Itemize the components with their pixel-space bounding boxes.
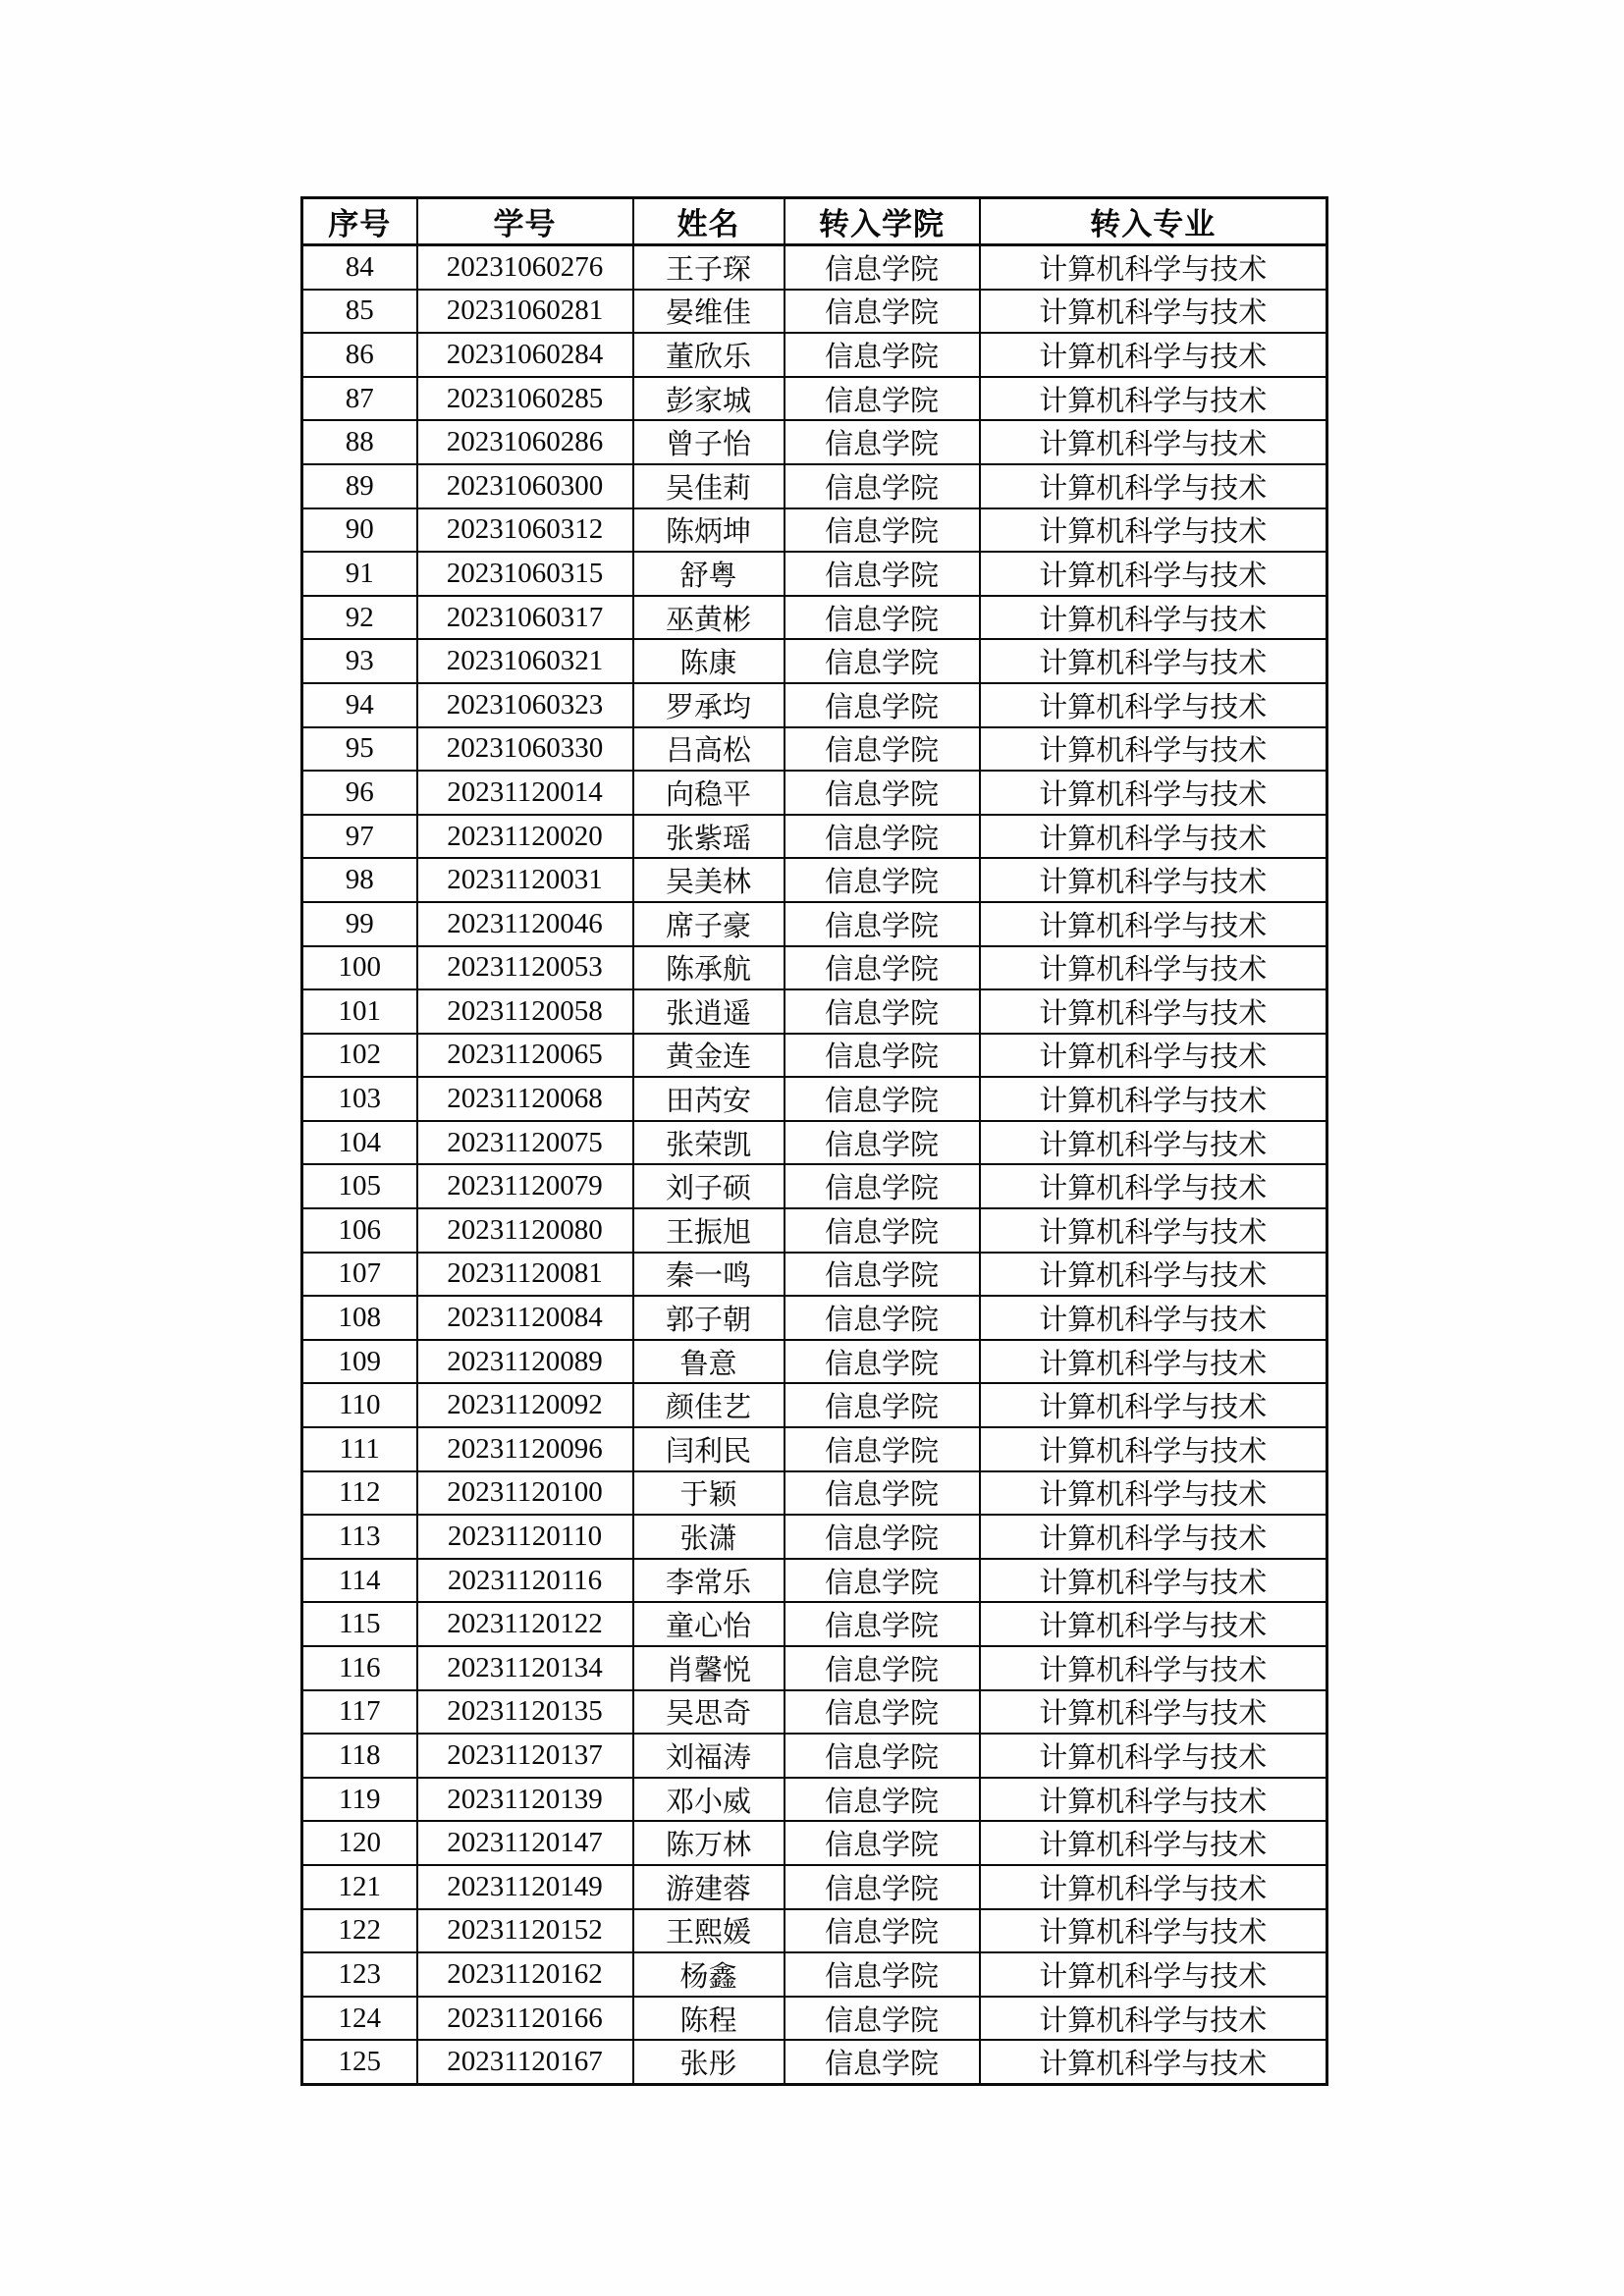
serial-cell: 91 — [302, 552, 417, 596]
serial-cell: 125 — [302, 2040, 417, 2084]
major-cell: 计算机科学与技术 — [980, 815, 1327, 859]
name-cell: 曾子怡 — [633, 420, 785, 464]
college-cell: 信息学院 — [785, 1340, 980, 1384]
student-id-cell: 20231060317 — [417, 596, 633, 640]
major-cell: 计算机科学与技术 — [980, 420, 1327, 464]
name-cell: 田芮安 — [633, 1077, 785, 1121]
major-cell: 计算机科学与技术 — [980, 1471, 1327, 1516]
serial-cell: 108 — [302, 1296, 417, 1340]
name-cell: 吴佳莉 — [633, 464, 785, 508]
college-cell: 信息学院 — [785, 1253, 980, 1297]
major-cell: 计算机科学与技术 — [980, 771, 1327, 815]
serial-cell: 121 — [302, 1865, 417, 1909]
name-cell: 秦一鸣 — [633, 1253, 785, 1297]
college-cell: 信息学院 — [785, 1778, 980, 1822]
table-row — [302, 1121, 1327, 1165]
name-cell: 郭子朝 — [633, 1296, 785, 1340]
table-row — [302, 1997, 1327, 2041]
major-cell: 计算机科学与技术 — [980, 464, 1327, 508]
college-cell: 信息学院 — [785, 596, 980, 640]
table-row — [302, 771, 1327, 815]
student-id-cell: 20231060276 — [417, 245, 633, 290]
table-row — [302, 1034, 1327, 1078]
college-cell: 信息学院 — [785, 1164, 980, 1208]
name-cell: 陈承航 — [633, 946, 785, 990]
college-cell: 信息学院 — [785, 1559, 980, 1603]
student-id-cell: 20231120166 — [417, 1997, 633, 2041]
college-cell: 信息学院 — [785, 1296, 980, 1340]
student-id-cell: 20231120139 — [417, 1778, 633, 1822]
major-cell: 计算机科学与技术 — [980, 639, 1327, 683]
serial-cell: 99 — [302, 902, 417, 946]
header-student-id: 学号 — [417, 198, 633, 245]
serial-cell: 110 — [302, 1383, 417, 1427]
table-header-row — [302, 198, 1327, 245]
table-row — [302, 596, 1327, 640]
name-cell: 吴思奇 — [633, 1690, 785, 1735]
major-cell: 计算机科学与技术 — [980, 1778, 1327, 1822]
student-id-cell: 20231120092 — [417, 1383, 633, 1427]
major-cell: 计算机科学与技术 — [980, 946, 1327, 990]
student-id-cell: 20231120065 — [417, 1034, 633, 1078]
name-cell: 张彤 — [633, 2040, 785, 2084]
serial-cell: 124 — [302, 1997, 417, 2041]
name-cell: 刘福涛 — [633, 1734, 785, 1778]
student-id-cell: 20231120068 — [417, 1077, 633, 1121]
name-cell: 彭家城 — [633, 377, 785, 421]
serial-cell: 93 — [302, 639, 417, 683]
table-row — [302, 946, 1327, 990]
major-cell: 计算机科学与技术 — [980, 245, 1327, 290]
college-cell: 信息学院 — [785, 771, 980, 815]
table-row — [302, 1952, 1327, 1997]
student-id-cell: 20231120110 — [417, 1515, 633, 1559]
student-id-cell: 20231060323 — [417, 683, 633, 727]
college-cell: 信息学院 — [785, 1646, 980, 1690]
major-cell: 计算机科学与技术 — [980, 1383, 1327, 1427]
serial-cell: 95 — [302, 727, 417, 772]
table-row — [302, 727, 1327, 772]
major-cell: 计算机科学与技术 — [980, 1077, 1327, 1121]
student-id-cell: 20231120053 — [417, 946, 633, 990]
table-row — [302, 552, 1327, 596]
table-body — [302, 245, 1327, 2085]
name-cell: 张潇 — [633, 1515, 785, 1559]
major-cell: 计算机科学与技术 — [980, 727, 1327, 772]
college-cell: 信息学院 — [785, 552, 980, 596]
college-cell: 信息学院 — [785, 815, 980, 859]
name-cell: 张逍遥 — [633, 989, 785, 1034]
college-cell: 信息学院 — [785, 1865, 980, 1909]
table-row — [302, 333, 1327, 377]
table-row — [302, 1164, 1327, 1208]
major-cell: 计算机科学与技术 — [980, 552, 1327, 596]
student-id-cell: 20231120089 — [417, 1340, 633, 1384]
name-cell: 杨鑫 — [633, 1952, 785, 1997]
name-cell: 陈炳坤 — [633, 508, 785, 553]
serial-cell: 115 — [302, 1602, 417, 1646]
table-row — [302, 420, 1327, 464]
table-row — [302, 245, 1327, 290]
table-row — [302, 1077, 1327, 1121]
college-cell: 信息学院 — [785, 1997, 980, 2041]
serial-cell: 109 — [302, 1340, 417, 1384]
serial-cell: 89 — [302, 464, 417, 508]
table-row — [302, 683, 1327, 727]
table-row — [302, 858, 1327, 902]
table-row — [302, 464, 1327, 508]
name-cell: 席子豪 — [633, 902, 785, 946]
serial-cell: 112 — [302, 1471, 417, 1516]
header-serial: 序号 — [302, 198, 417, 245]
name-cell: 颜佳艺 — [633, 1383, 785, 1427]
table-row — [302, 989, 1327, 1034]
major-cell: 计算机科学与技术 — [980, 858, 1327, 902]
table-row — [302, 639, 1327, 683]
college-cell: 信息学院 — [785, 727, 980, 772]
student-id-cell: 20231060330 — [417, 727, 633, 772]
name-cell: 陈万林 — [633, 1821, 785, 1865]
major-cell: 计算机科学与技术 — [980, 1646, 1327, 1690]
college-cell: 信息学院 — [785, 1690, 980, 1735]
serial-cell: 107 — [302, 1253, 417, 1297]
student-id-cell: 20231060284 — [417, 333, 633, 377]
serial-cell: 92 — [302, 596, 417, 640]
table-row — [302, 1427, 1327, 1471]
student-id-cell: 20231060285 — [417, 377, 633, 421]
table-row — [302, 1515, 1327, 1559]
name-cell: 刘子硕 — [633, 1164, 785, 1208]
serial-cell: 87 — [302, 377, 417, 421]
student-id-cell: 20231120014 — [417, 771, 633, 815]
serial-cell: 100 — [302, 946, 417, 990]
college-cell: 信息学院 — [785, 420, 980, 464]
student-id-cell: 20231060300 — [417, 464, 633, 508]
header-major: 转入专业 — [980, 198, 1327, 245]
student-id-cell: 20231120147 — [417, 1821, 633, 1865]
table-row — [302, 1778, 1327, 1822]
serial-cell: 119 — [302, 1778, 417, 1822]
student-id-cell: 20231120075 — [417, 1121, 633, 1165]
table-row — [302, 902, 1327, 946]
major-cell: 计算机科学与技术 — [980, 989, 1327, 1034]
name-cell: 游建蓉 — [633, 1865, 785, 1909]
serial-cell: 94 — [302, 683, 417, 727]
name-cell: 张紫瑶 — [633, 815, 785, 859]
name-cell: 王熙媛 — [633, 1909, 785, 1953]
student-id-cell: 20231060286 — [417, 420, 633, 464]
table-row — [302, 1602, 1327, 1646]
student-id-cell: 20231120122 — [417, 1602, 633, 1646]
header-college: 转入学院 — [785, 198, 980, 245]
major-cell: 计算机科学与技术 — [980, 508, 1327, 553]
table-row — [302, 1296, 1327, 1340]
major-cell: 计算机科学与技术 — [980, 1164, 1327, 1208]
table-row — [302, 1383, 1327, 1427]
college-cell: 信息学院 — [785, 245, 980, 290]
name-cell: 邓小威 — [633, 1778, 785, 1822]
name-cell: 闫利民 — [633, 1427, 785, 1471]
college-cell: 信息学院 — [785, 1952, 980, 1997]
college-cell: 信息学院 — [785, 1121, 980, 1165]
college-cell: 信息学院 — [785, 290, 980, 334]
college-cell: 信息学院 — [785, 508, 980, 553]
college-cell: 信息学院 — [785, 1515, 980, 1559]
major-cell: 计算机科学与技术 — [980, 290, 1327, 334]
student-id-cell: 20231060321 — [417, 639, 633, 683]
major-cell: 计算机科学与技术 — [980, 1909, 1327, 1953]
name-cell: 李常乐 — [633, 1559, 785, 1603]
student-id-cell: 20231120149 — [417, 1865, 633, 1909]
student-id-cell: 20231120162 — [417, 1952, 633, 1997]
serial-cell: 104 — [302, 1121, 417, 1165]
table-row — [302, 2040, 1327, 2084]
college-cell: 信息学院 — [785, 902, 980, 946]
major-cell: 计算机科学与技术 — [980, 333, 1327, 377]
serial-cell: 101 — [302, 989, 417, 1034]
college-cell: 信息学院 — [785, 946, 980, 990]
table-row — [302, 1821, 1327, 1865]
major-cell: 计算机科学与技术 — [980, 2040, 1327, 2084]
serial-cell: 96 — [302, 771, 417, 815]
college-cell: 信息学院 — [785, 989, 980, 1034]
student-id-cell: 20231120058 — [417, 989, 633, 1034]
serial-cell: 123 — [302, 1952, 417, 1997]
college-cell: 信息学院 — [785, 1077, 980, 1121]
name-cell: 吴美林 — [633, 858, 785, 902]
college-cell: 信息学院 — [785, 1909, 980, 1953]
name-cell: 童心怡 — [633, 1602, 785, 1646]
table-row — [302, 377, 1327, 421]
table-row — [302, 1340, 1327, 1384]
name-cell: 王振旭 — [633, 1208, 785, 1253]
table-row — [302, 1253, 1327, 1297]
serial-cell: 118 — [302, 1734, 417, 1778]
student-id-cell: 20231120134 — [417, 1646, 633, 1690]
major-cell: 计算机科学与技术 — [980, 1340, 1327, 1384]
student-id-cell: 20231120079 — [417, 1164, 633, 1208]
name-cell: 黄金连 — [633, 1034, 785, 1078]
serial-cell: 88 — [302, 420, 417, 464]
student-id-cell: 20231120135 — [417, 1690, 633, 1735]
table-row — [302, 1646, 1327, 1690]
college-cell: 信息学院 — [785, 1821, 980, 1865]
name-cell: 吕高松 — [633, 727, 785, 772]
table-row — [302, 290, 1327, 334]
major-cell: 计算机科学与技术 — [980, 1602, 1327, 1646]
college-cell: 信息学院 — [785, 1427, 980, 1471]
serial-cell: 98 — [302, 858, 417, 902]
major-cell: 计算机科学与技术 — [980, 377, 1327, 421]
college-cell: 信息学院 — [785, 639, 980, 683]
college-cell: 信息学院 — [785, 377, 980, 421]
table-row — [302, 508, 1327, 553]
serial-cell: 85 — [302, 290, 417, 334]
student-id-cell: 20231120084 — [417, 1296, 633, 1340]
college-cell: 信息学院 — [785, 683, 980, 727]
major-cell: 计算机科学与技术 — [980, 1296, 1327, 1340]
major-cell: 计算机科学与技术 — [980, 1952, 1327, 1997]
major-cell: 计算机科学与技术 — [980, 1121, 1327, 1165]
name-cell: 陈康 — [633, 639, 785, 683]
table-row — [302, 1559, 1327, 1603]
major-cell: 计算机科学与技术 — [980, 902, 1327, 946]
header-name: 姓名 — [633, 198, 785, 245]
name-cell: 舒粤 — [633, 552, 785, 596]
student-id-cell: 20231120081 — [417, 1253, 633, 1297]
major-cell: 计算机科学与技术 — [980, 683, 1327, 727]
serial-cell: 120 — [302, 1821, 417, 1865]
serial-cell: 102 — [302, 1034, 417, 1078]
name-cell: 向稳平 — [633, 771, 785, 815]
name-cell: 罗承均 — [633, 683, 785, 727]
serial-cell: 90 — [302, 508, 417, 553]
major-cell: 计算机科学与技术 — [980, 1253, 1327, 1297]
major-cell: 计算机科学与技术 — [980, 1734, 1327, 1778]
college-cell: 信息学院 — [785, 1383, 980, 1427]
student-id-cell: 20231120046 — [417, 902, 633, 946]
serial-cell: 122 — [302, 1909, 417, 1953]
table-row — [302, 1909, 1327, 1953]
student-id-cell: 20231120152 — [417, 1909, 633, 1953]
name-cell: 陈程 — [633, 1997, 785, 2041]
major-cell: 计算机科学与技术 — [980, 1997, 1327, 2041]
name-cell: 肖馨悦 — [633, 1646, 785, 1690]
table-row — [302, 815, 1327, 859]
name-cell: 晏维佳 — [633, 290, 785, 334]
major-cell: 计算机科学与技术 — [980, 1821, 1327, 1865]
table-row — [302, 1690, 1327, 1735]
student-id-cell: 20231120116 — [417, 1559, 633, 1603]
college-cell: 信息学院 — [785, 1208, 980, 1253]
name-cell: 于颖 — [633, 1471, 785, 1516]
serial-cell: 105 — [302, 1164, 417, 1208]
college-cell: 信息学院 — [785, 464, 980, 508]
student-id-cell: 20231120137 — [417, 1734, 633, 1778]
student-transfer-table — [300, 196, 1328, 2086]
college-cell: 信息学院 — [785, 1602, 980, 1646]
student-id-cell: 20231060315 — [417, 552, 633, 596]
table-row — [302, 1471, 1327, 1516]
name-cell: 董欣乐 — [633, 333, 785, 377]
student-id-cell: 20231060281 — [417, 290, 633, 334]
major-cell: 计算机科学与技术 — [980, 1559, 1327, 1603]
major-cell: 计算机科学与技术 — [980, 1208, 1327, 1253]
serial-cell: 116 — [302, 1646, 417, 1690]
serial-cell: 106 — [302, 1208, 417, 1253]
serial-cell: 113 — [302, 1515, 417, 1559]
table-row — [302, 1734, 1327, 1778]
serial-cell: 84 — [302, 245, 417, 290]
serial-cell: 111 — [302, 1427, 417, 1471]
student-id-cell: 20231120096 — [417, 1427, 633, 1471]
major-cell: 计算机科学与技术 — [980, 1865, 1327, 1909]
college-cell: 信息学院 — [785, 1034, 980, 1078]
name-cell: 巫黄彬 — [633, 596, 785, 640]
student-id-cell: 20231120167 — [417, 2040, 633, 2084]
college-cell: 信息学院 — [785, 858, 980, 902]
college-cell: 信息学院 — [785, 1471, 980, 1516]
serial-cell: 103 — [302, 1077, 417, 1121]
student-id-cell: 20231120031 — [417, 858, 633, 902]
major-cell: 计算机科学与技术 — [980, 596, 1327, 640]
table-row — [302, 1208, 1327, 1253]
serial-cell: 86 — [302, 333, 417, 377]
serial-cell: 117 — [302, 1690, 417, 1735]
name-cell: 鲁意 — [633, 1340, 785, 1384]
table-row — [302, 1865, 1327, 1909]
college-cell: 信息学院 — [785, 2040, 980, 2084]
college-cell: 信息学院 — [785, 1734, 980, 1778]
name-cell: 王子琛 — [633, 245, 785, 290]
student-id-cell: 20231120080 — [417, 1208, 633, 1253]
major-cell: 计算机科学与技术 — [980, 1427, 1327, 1471]
serial-cell: 97 — [302, 815, 417, 859]
major-cell: 计算机科学与技术 — [980, 1690, 1327, 1735]
name-cell: 张荣凯 — [633, 1121, 785, 1165]
serial-cell: 114 — [302, 1559, 417, 1603]
student-id-cell: 20231060312 — [417, 508, 633, 553]
major-cell: 计算机科学与技术 — [980, 1515, 1327, 1559]
student-id-cell: 20231120100 — [417, 1471, 633, 1516]
student-id-cell: 20231120020 — [417, 815, 633, 859]
major-cell: 计算机科学与技术 — [980, 1034, 1327, 1078]
college-cell: 信息学院 — [785, 333, 980, 377]
